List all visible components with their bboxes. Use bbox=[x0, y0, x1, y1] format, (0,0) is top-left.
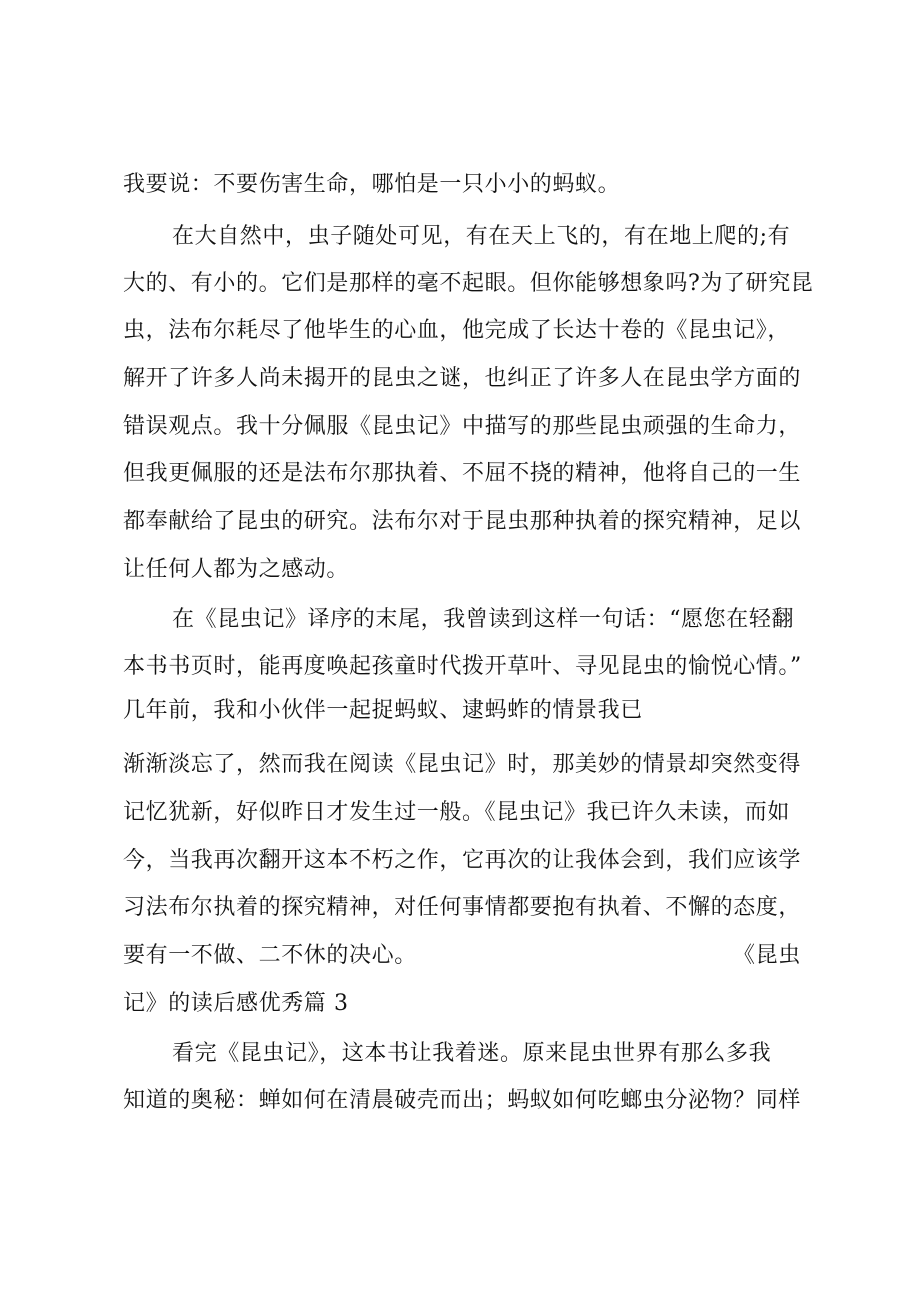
paragraph-first-line: 在大自然中，虫子随处可见，有在天上飞的，有在地上爬的;有 bbox=[172, 224, 791, 249]
text-line: 渐渐淡忘了，然而我在阅读《昆虫记》时，那美妙的情景却突然变得 bbox=[123, 752, 802, 777]
text-line: 本书书页时，能再度唤起孩童时代拨开草叶、寻见昆虫的愉悦心情。” bbox=[123, 654, 802, 679]
text-line: 我要说：不要伤害生命，哪怕是一只小小的蚂蚁。 bbox=[123, 172, 621, 197]
text-line: 几年前，我和小伙伴一起捉蚂蚁、逮蚂蚱的情景我已 bbox=[123, 698, 643, 723]
text-line: 解开了许多人尚未揭开的昆虫之谜，也纠正了许多人在昆虫学方面的 bbox=[123, 366, 802, 391]
text-line: 错误观点。我十分佩服《昆虫记》中描写的那些昆虫顽强的生命力， bbox=[123, 414, 802, 439]
text-line: 让任何人都为之感动。 bbox=[123, 557, 350, 582]
text-line: 都奉献给了昆虫的研究。法布尔对于昆虫那种执着的探究精神，足以 bbox=[123, 509, 802, 534]
text-line: 知道的奥秘：蝉如何在清晨破壳而出；蚂蚁如何吃螂虫分泌物？同样 bbox=[123, 1088, 802, 1113]
section-heading: 记》的读后感优秀篇 3 bbox=[123, 991, 349, 1016]
text-line: 今，当我再次翻开这本不朽之作，它再次的让我体会到，我们应该学 bbox=[123, 848, 802, 873]
text-line: 要有一不做、二不休的决心。 bbox=[123, 943, 417, 968]
text-line: 但我更佩服的还是法布尔那执着、不屈不挠的精神，他将自己的一生 bbox=[123, 461, 802, 486]
text-line: 虫，法布尔耗尽了他毕生的心血，他完成了长达十卷的《昆虫记》， bbox=[123, 318, 791, 343]
text-line: 记忆犹新，好似昨日才发生过一般。《昆虫记》我已许久未读，而如 bbox=[123, 800, 791, 825]
text-line: 大的、有小的。它们是那样的毫不起眼。但你能够想象吗?为了研究昆 bbox=[123, 271, 814, 296]
paragraph-first-line: 看完《昆虫记》，这本书让我着迷。原来昆虫世界有那么多我 bbox=[172, 1041, 772, 1066]
text-line: 习法布尔执着的探究精神，对任何事情都要抱有执着、不懈的态度， bbox=[123, 895, 802, 920]
paragraph-first-line: 在《昆虫记》译序的末尾，我曾读到这样一句话：“愿您在轻翻 bbox=[172, 607, 795, 632]
section-heading-fragment: 《昆虫 bbox=[733, 943, 801, 968]
